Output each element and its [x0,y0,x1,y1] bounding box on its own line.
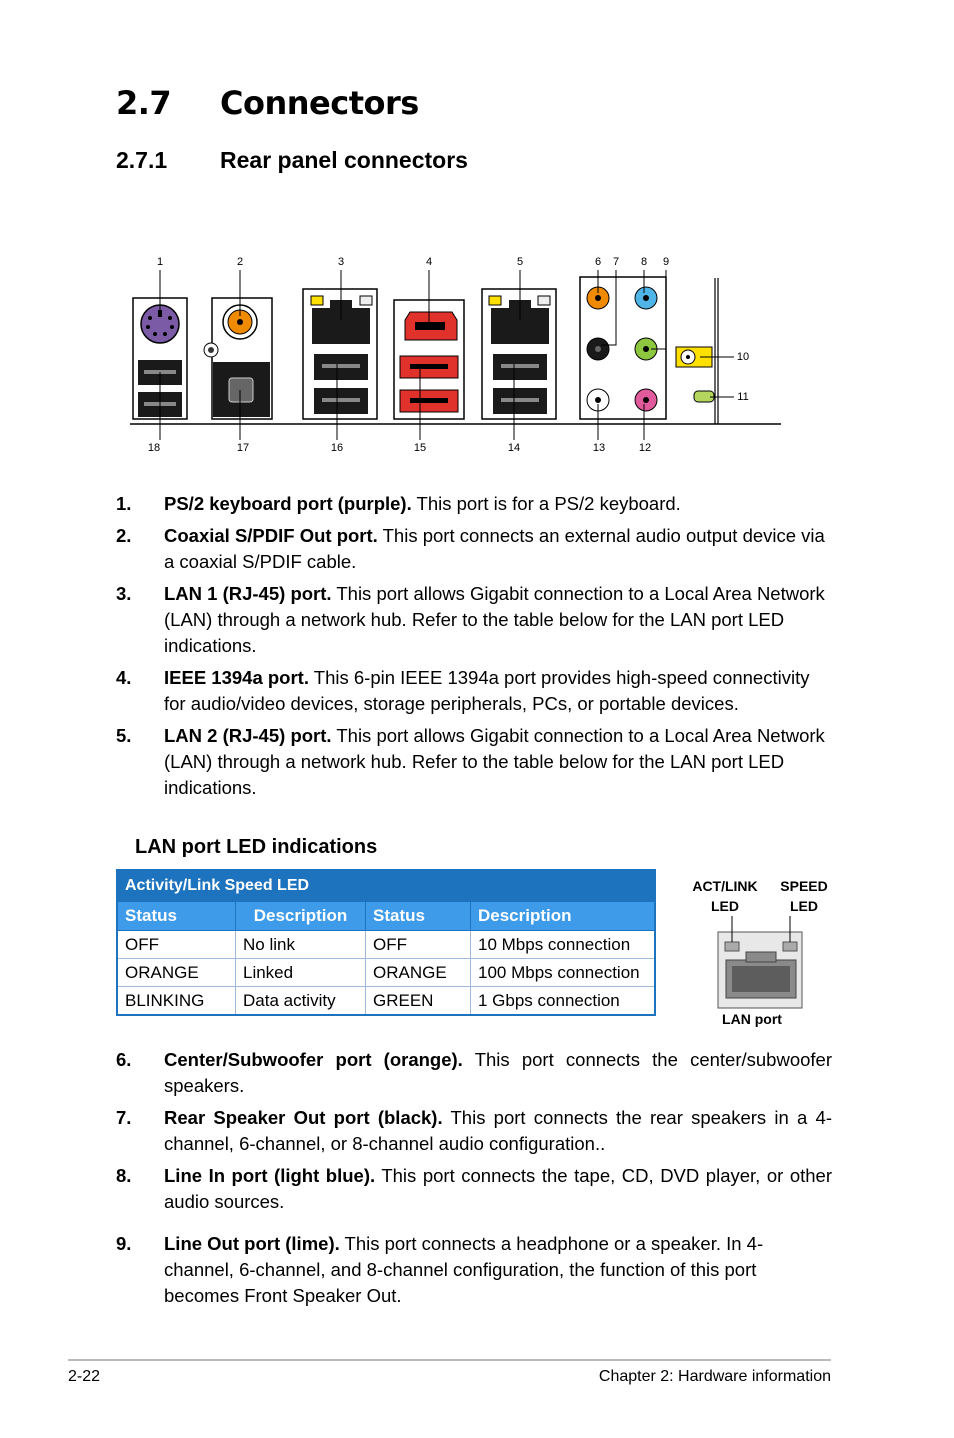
column-header: Description [471,902,656,931]
list-item: 4. IEEE 1394a port. This 6-pin IEEE 1394a port provides high-speed connectivity for audio/video devices, storage peripherals, PCs, or portable devices. [116,667,810,714]
callout-label: 3 [337,256,345,268]
table-cell: BLINKING [117,987,236,1016]
table-caption: Activity/Link Speed LED [117,870,655,902]
section-title-text: Connectors [220,84,419,122]
callout-label: 8 [640,256,648,268]
lan-port-label: LAN port [722,1011,782,1027]
list-item: 5. LAN 2 (RJ-45) port. This port allows Gigabit connection to a Local Area Network (LAN) through a network hub. Refer to the table below for the LAN port LED indications. [116,725,825,798]
callout-label: 11 [737,391,749,403]
column-header: Status [117,902,236,931]
act-link-label: ACT/LINK [692,878,758,894]
table-cell: Linked [236,959,366,987]
connector-list-2 [116,1047,832,1221]
callout-label: 9 [662,256,670,268]
chapter-title: Chapter 2: Hardware information [598,1368,831,1385]
connector-list-1 [116,491,832,807]
speed-label-led: LED [790,898,818,914]
callout-label: 2 [236,256,244,268]
callout-label: 16 [330,442,344,454]
lan-led-heading: LAN port LED indications [135,836,378,858]
callout-label: 15 [413,442,427,454]
act-link-label-led: LED [711,898,739,914]
section-number: 2.7 [116,84,172,122]
callout-label: 1 [156,256,164,268]
callout-label: 5 [516,256,524,268]
callout-label: 6 [594,256,602,268]
table-cell: Data activity [236,987,366,1016]
table-cell: 1 Gbps connection [471,987,656,1016]
list-item: 8. Line In port (light blue). This port connects the tape, CD, DVD player, or other audio sources. [116,1165,833,1212]
callout-label: 4 [425,256,433,268]
list-item: 3. LAN 1 (RJ-45) port. This port allows Gigabit connection to a Local Area Network (LAN) through a network hub. Refer to the table below for the LAN port LED indications. [116,583,825,656]
page-number: 2-22 [68,1368,101,1385]
list-item: 1. PS/2 keyboard port (purple). This port is for a PS/2 keyboard. [116,493,681,514]
lan-port-figure [680,870,830,1030]
callout-label: 10 [736,351,750,363]
footer-divider [68,1359,831,1361]
subsection-number: 2.7.1 [116,147,168,173]
callout-label: 7 [612,256,620,268]
callout-label: 14 [507,442,521,454]
speed-label: SPEED [780,878,828,894]
subsection-title-text: Rear panel connectors [220,147,468,173]
table-cell: OFF [117,931,236,959]
list-item: 6. Center/Subwoofer port (orange). This port connects the center/subwoofer speakers. [116,1049,832,1096]
callout-label: 13 [592,442,606,454]
table-cell: GREEN [366,987,471,1016]
table-cell: ORANGE [117,959,236,987]
table-cell: 10 Mbps connection [471,931,656,959]
table-row [117,987,655,1016]
callout-label: 17 [236,442,250,454]
column-header: Status [366,902,471,931]
table-cell: No link [236,931,366,959]
table-cell: 100 Mbps connection [471,959,656,987]
table-cell: ORANGE [366,959,471,987]
column-header: Description [236,902,366,931]
lan-led-table [116,869,656,1016]
table-row [117,959,655,987]
list-item: 7. Rear Speaker Out port (black). This port connects the rear speakers in a 4-channel, 6-channel, or 8-channel audio configuration.. [116,1107,832,1154]
callout-label: 12 [638,442,652,454]
table-cell: OFF [366,931,471,959]
list-item: 2. Coaxial S/PDIF Out port. This port connects an external audio output device via a coaxial S/PDIF cable. [116,525,825,572]
rear-panel-diagram [0,0,954,480]
connector-list-3 [116,1231,832,1315]
callout-label: 18 [147,442,161,454]
list-item: 9. Line Out port (lime). This port connects a headphone or a speaker. In 4-channel, 6-channel, and 8-channel configuration, the function of this port becomes Front Speaker Out. [116,1233,764,1306]
table-row [117,931,655,959]
